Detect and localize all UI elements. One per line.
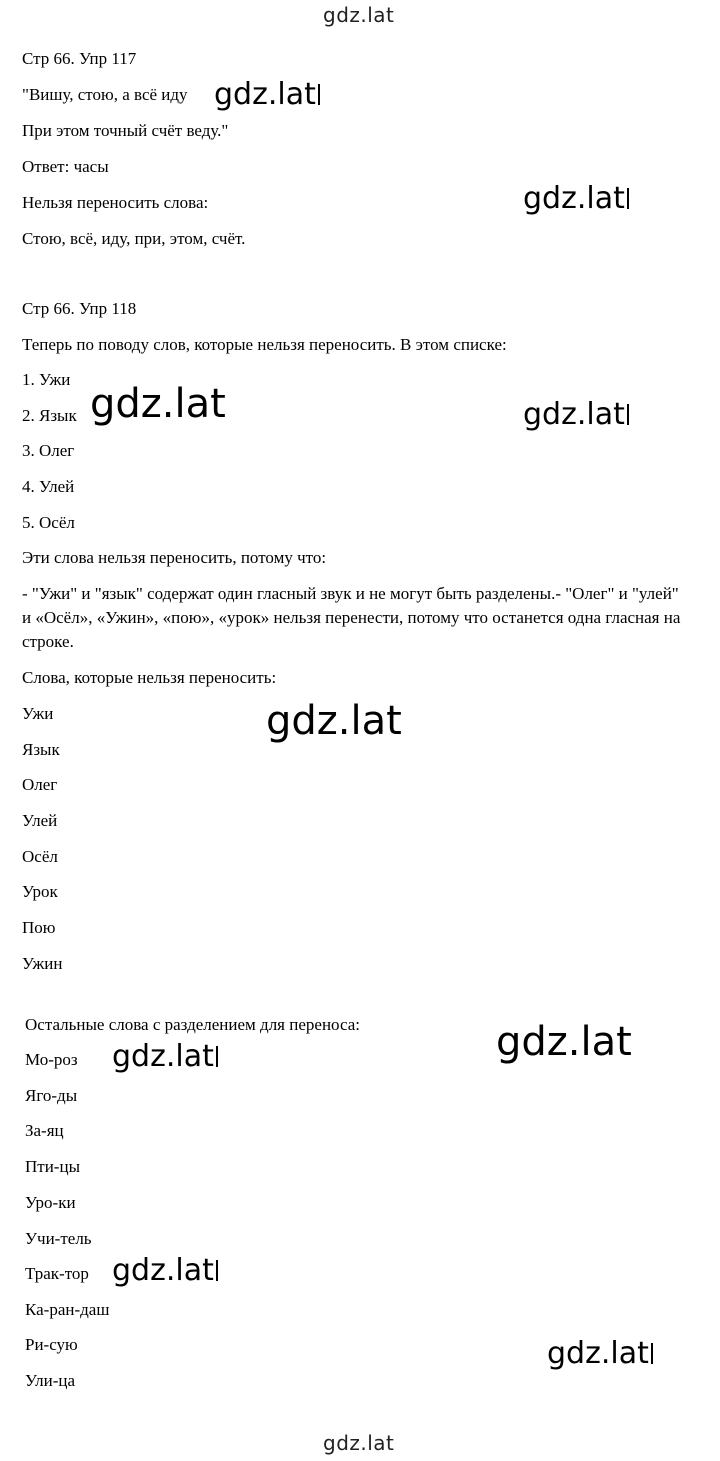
riddle-line-1: "Вишу, стою, а всё иду <box>22 85 188 104</box>
hyphenated-word: Ули-ца <box>25 1371 76 1390</box>
watermark-overlay: gdz.lat <box>547 1339 653 1369</box>
non-transfer-word: Ужин <box>22 954 63 973</box>
non-transfer-word: Язык <box>22 740 60 759</box>
non-transfer-label: Слова, которые нельзя переносить: <box>22 668 277 687</box>
hyphenated-word: Мо-роз <box>25 1050 78 1069</box>
non-transfer-word: Урок <box>22 882 58 901</box>
reason-label: Эти слова нельзя переносить, потому что: <box>22 548 327 567</box>
non-transfer-word: Олег <box>22 775 58 794</box>
hyphenated-word: Пти-цы <box>25 1157 80 1176</box>
hyphenated-word: Трак-тор <box>25 1264 89 1283</box>
header-watermark: gdz.lat <box>323 3 395 27</box>
exercise-118-intro: Теперь по поводу слов, которые нельзя переносить. В этом списке: <box>22 335 507 354</box>
numbered-item: 3. Олег <box>22 441 75 460</box>
hyphenated-word: За-яц <box>25 1121 64 1140</box>
hyphenated-word: Уро-ки <box>25 1193 76 1212</box>
non-transfer-word: Осёл <box>22 847 58 866</box>
non-transfer-word: Ужи <box>22 704 54 723</box>
hyphenated-word: Яго-ды <box>25 1086 78 1105</box>
cannot-transfer-words: Стою, всё, иду, при, этом, счёт. <box>22 229 246 248</box>
reason-paragraph: - "Ужи" и "язык" содержат один гласный звук и не могут быть разделены.- "Олег" и "улей" и «Осёл», «Ужин», «пою», «урок» нельзя перенести, потому что останется одна гласная на строке. <box>22 584 681 651</box>
exercise-117-heading: Стр 66. Упр 117 <box>22 49 137 68</box>
non-transfer-word: Улей <box>22 811 58 830</box>
numbered-item: 4. Улей <box>22 477 75 496</box>
numbered-item: 1. Ужи <box>22 370 71 389</box>
answer-text: Ответ: часы <box>22 157 109 176</box>
numbered-item: 2. Язык <box>22 406 77 425</box>
riddle-line-2: При этом точный счёт веду." <box>22 121 229 140</box>
rest-label: Остальные слова с разделением для переноса: <box>25 1015 360 1034</box>
watermark-overlay: gdz.lat <box>523 184 629 214</box>
watermark-overlay: gdz.lat <box>112 1256 218 1286</box>
numbered-item: 5. Осёл <box>22 513 75 532</box>
watermark-overlay: gdz.lat <box>496 1019 632 1065</box>
watermark-overlay: gdz.lat <box>214 80 320 110</box>
exercise-118-heading: Стр 66. Упр 118 <box>22 299 137 318</box>
watermark-overlay: gdz.lat <box>90 381 226 427</box>
watermark-overlay: gdz.lat <box>266 698 402 744</box>
cannot-transfer-label: Нельзя переносить слова: <box>22 193 209 212</box>
watermark-overlay: gdz.lat <box>523 400 629 430</box>
non-transfer-word: Пою <box>22 918 56 937</box>
footer-watermark: gdz.lat <box>323 1431 395 1455</box>
watermark-overlay: gdz.lat <box>112 1042 218 1072</box>
hyphenated-word: Ка-ран-даш <box>25 1300 110 1319</box>
hyphenated-word: Учи-тель <box>25 1229 92 1248</box>
hyphenated-word: Ри-сую <box>25 1335 78 1354</box>
